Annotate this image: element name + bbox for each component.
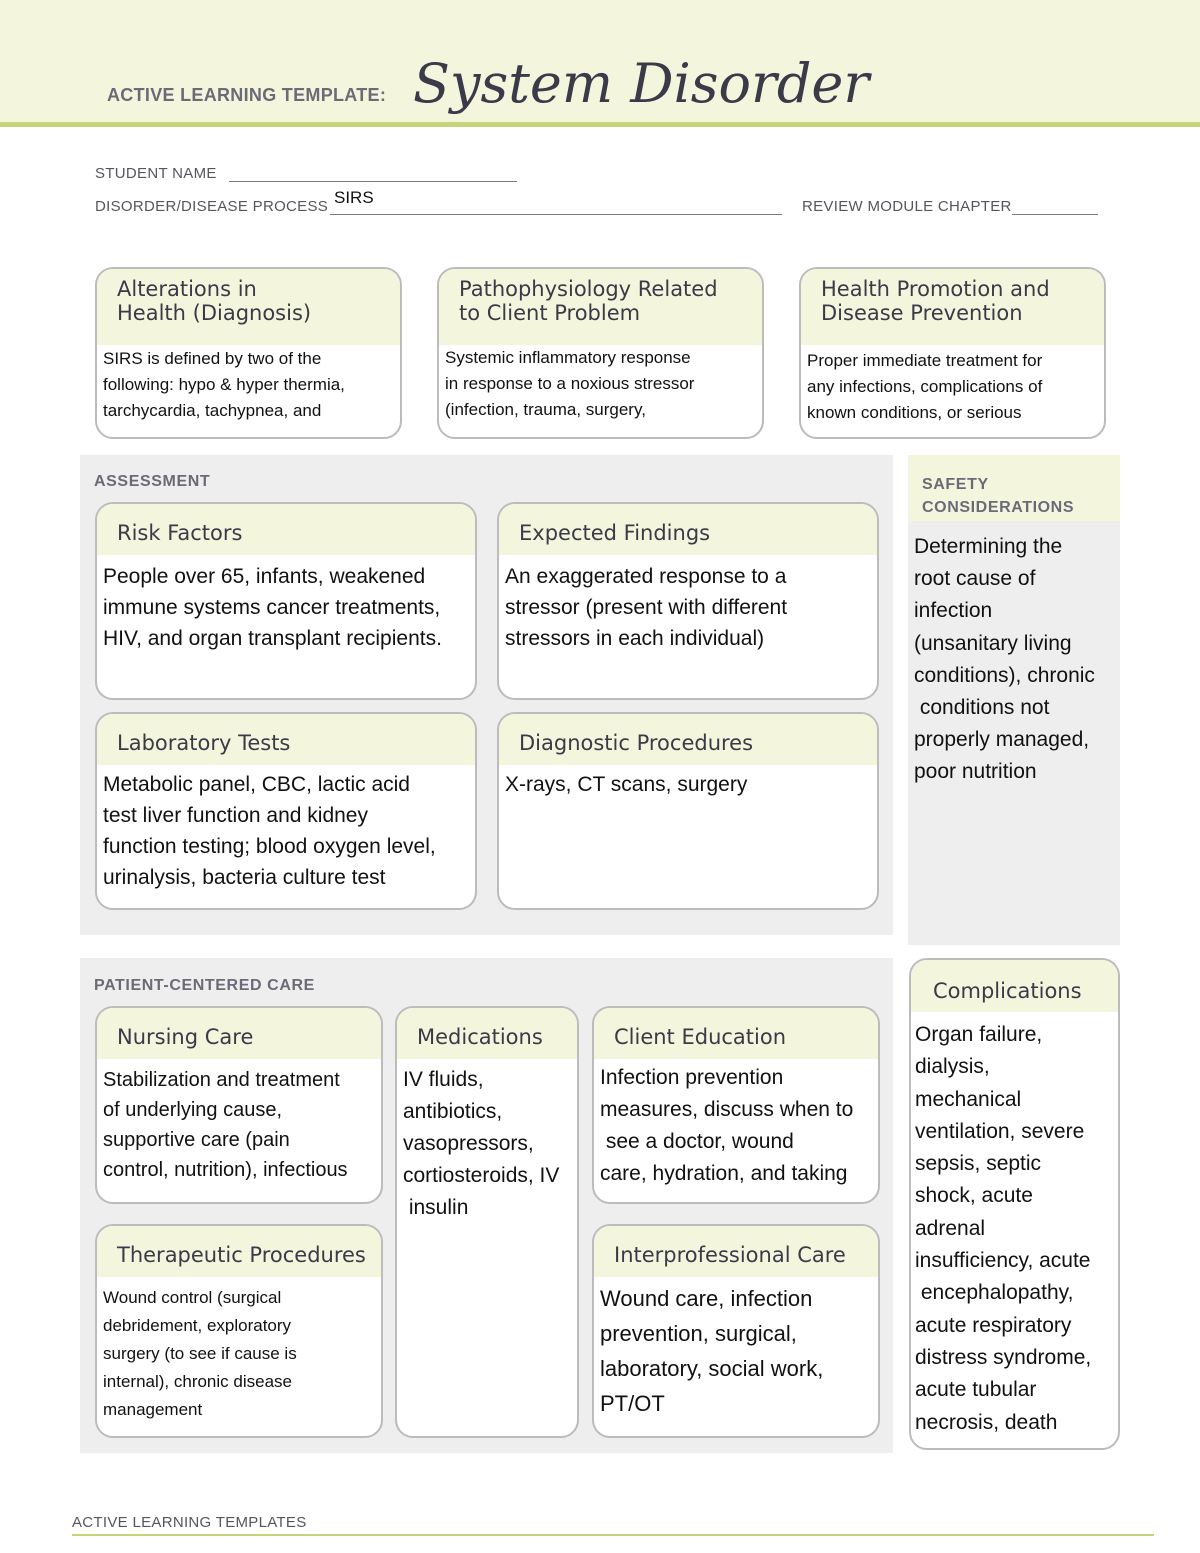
risk-factors-text[interactable] — [97, 555, 475, 654]
text-line: of underlying cause, — [103, 1099, 283, 1121]
text-line: An exaggerated response to a — [505, 565, 787, 588]
safety-label-line2: CONSIDERATIONS — [922, 499, 1075, 516]
safety-label — [922, 473, 1074, 519]
header-divider — [0, 122, 1200, 127]
safety-label-line1: SAFETY — [922, 476, 989, 493]
text-line: adrenal — [915, 1216, 986, 1240]
text-line: IV fluids, — [403, 1068, 484, 1091]
complications-box — [909, 958, 1120, 1450]
chapter-field[interactable] — [1012, 214, 1098, 215]
assessment-label: ASSESSMENT — [94, 473, 211, 490]
expected-findings-title: Expected Findings — [499, 504, 877, 555]
text-line: sepsis, septic — [915, 1152, 1042, 1176]
health-promotion-box — [799, 267, 1106, 439]
text-line: immune systems cancer treatments, — [103, 596, 441, 619]
text-line: HIV, and organ transplant recipients. — [103, 627, 442, 650]
text-line: Proper immediate treatment for — [807, 351, 1043, 370]
text-line: dialysis, — [915, 1055, 990, 1079]
text-line: (unsanitary living — [914, 631, 1072, 655]
text-line: acute respiratory — [915, 1313, 1072, 1337]
text-line: prevention, surgical, — [600, 1321, 797, 1346]
text-line: insufficiency, acute — [915, 1249, 1091, 1273]
diagnostic-procedures-box — [497, 712, 879, 910]
text-line: laboratory, social work, — [600, 1356, 824, 1381]
text-line: Determining the — [914, 535, 1063, 558]
pathophysiology-title-line1: Pathophysiology Related — [459, 277, 718, 301]
alterations-title-line2: Health (Diagnosis) — [117, 301, 312, 325]
chapter-label: REVIEW MODULE CHAPTER — [802, 198, 1012, 215]
text-line: internal), chronic disease — [103, 1372, 292, 1391]
risk-factors-box — [95, 502, 477, 700]
text-line: Systemic inflammatory response — [445, 348, 691, 367]
text-line: test liver function and kidney — [103, 804, 368, 827]
footer-divider — [72, 1534, 1154, 1536]
diagnostic-procedures-text[interactable] — [499, 765, 877, 800]
text-line: Infection prevention — [600, 1066, 784, 1089]
text-line: mechanical — [915, 1087, 1022, 1111]
interprofessional-care-title: Interprofessional Care — [594, 1226, 878, 1277]
text-line: tarchycardia, tachypnea, and — [103, 401, 322, 420]
text-line: SIRS is defined by two of the — [103, 349, 322, 368]
text-line: following: hypo & hyper thermia, — [103, 375, 345, 394]
text-line: Wound care, infection — [600, 1286, 813, 1311]
text-line: vasopressors, — [403, 1132, 534, 1155]
text-line: stressor (present with different — [505, 596, 788, 619]
text-line: supportive care (pain — [103, 1129, 290, 1151]
disorder-field[interactable] — [330, 214, 782, 215]
text-line: cortiosteroids, IV — [403, 1164, 560, 1187]
laboratory-tests-box — [95, 712, 477, 910]
text-line: People over 65, infants, weakened — [103, 565, 426, 588]
footer-label: ACTIVE LEARNING TEMPLATES — [72, 1514, 307, 1531]
client-education-title: Client Education — [594, 1008, 878, 1059]
template-label: ACTIVE LEARNING TEMPLATE: — [107, 85, 387, 105]
nursing-care-text[interactable] — [97, 1059, 381, 1185]
pathophysiology-header — [439, 269, 762, 345]
laboratory-tests-text[interactable] — [97, 765, 475, 893]
text-line: insulin — [403, 1196, 469, 1219]
text-line: stressors in each individual) — [505, 627, 765, 650]
expected-findings-text[interactable] — [499, 555, 877, 654]
alterations-box — [95, 267, 402, 439]
nursing-care-title: Nursing Care — [97, 1008, 381, 1059]
medications-text[interactable] — [397, 1059, 577, 1224]
text-line: Organ failure, — [915, 1023, 1043, 1046]
text-line: X-rays, CT scans, surgery — [505, 773, 748, 796]
text-line: control, nutrition), infectious — [103, 1159, 348, 1181]
disorder-label: DISORDER/DISEASE PROCESS — [95, 198, 329, 215]
text-line: known conditions, or serious — [807, 403, 1022, 422]
text-line: surgery (to see if cause is — [103, 1344, 297, 1363]
text-line: antibiotics, — [403, 1100, 503, 1123]
interprofessional-care-box — [592, 1224, 880, 1438]
student-name-field[interactable] — [229, 181, 517, 182]
text-line: PT/OT — [600, 1391, 665, 1416]
pathophysiology-box — [437, 267, 764, 439]
text-line: Stabilization and treatment — [103, 1069, 340, 1091]
text-line: measures, discuss when to — [600, 1098, 854, 1121]
alterations-title-line1: Alterations in — [117, 277, 257, 301]
text-line: function testing; blood oxygen level, — [103, 835, 436, 858]
text-line: necrosis, death — [915, 1410, 1058, 1434]
student-name-label: STUDENT NAME — [95, 165, 217, 182]
laboratory-tests-title: Laboratory Tests — [97, 714, 475, 765]
text-line: properly managed, — [914, 728, 1090, 752]
pathophysiology-text[interactable] — [439, 345, 762, 423]
text-line: in response to a noxious stressor — [445, 374, 695, 393]
diagnostic-procedures-title: Diagnostic Procedures — [499, 714, 877, 765]
text-line: (infection, trauma, surgery, — [445, 400, 646, 419]
complications-text[interactable] — [911, 1012, 1118, 1439]
text-line: poor nutrition — [914, 760, 1037, 784]
risk-factors-title: Risk Factors — [97, 504, 475, 555]
alterations-text[interactable] — [97, 345, 400, 424]
complications-title: Complications — [911, 960, 1118, 1012]
text-line: encephalopathy, — [915, 1281, 1074, 1305]
text-line: conditions not — [914, 696, 1050, 720]
therapeutic-procedures-box — [95, 1224, 383, 1438]
health-promotion-title-line2: Disease Prevention — [821, 301, 1023, 325]
safety-text[interactable] — [914, 531, 1120, 789]
text-line: debridement, exploratory — [103, 1316, 292, 1335]
therapeutic-procedures-text[interactable] — [97, 1277, 381, 1424]
therapeutic-procedures-title: Therapeutic Procedures — [97, 1226, 381, 1277]
text-line: acute tubular — [915, 1378, 1037, 1402]
medications-box — [395, 1006, 579, 1438]
text-line: distress syndrome, — [915, 1345, 1092, 1369]
disorder-value: SIRS — [334, 188, 374, 207]
nursing-care-box — [95, 1006, 383, 1204]
text-line: see a doctor, wound — [600, 1130, 794, 1153]
health-promotion-title-line1: Health Promotion and — [821, 277, 1050, 301]
health-promotion-text[interactable] — [801, 345, 1104, 426]
expected-findings-box — [497, 502, 879, 700]
text-line: ventilation, severe — [915, 1119, 1085, 1143]
text-line: management — [103, 1400, 203, 1419]
text-line: conditions), chronic — [914, 663, 1095, 687]
text-line: shock, acute — [915, 1184, 1033, 1208]
text-line: root cause of — [914, 567, 1036, 591]
text-line: Wound control (surgical — [103, 1288, 282, 1307]
health-promotion-header — [801, 269, 1104, 345]
medications-title: Medications — [397, 1008, 577, 1059]
interprofessional-care-text[interactable] — [594, 1277, 878, 1421]
alterations-header — [97, 269, 400, 345]
client-education-box — [592, 1006, 880, 1204]
text-line: Metabolic panel, CBC, lactic acid — [103, 773, 410, 796]
patient-care-label: PATIENT-CENTERED CARE — [94, 977, 315, 994]
client-education-text[interactable] — [594, 1059, 878, 1190]
text-line: urinalysis, bacteria culture test — [103, 866, 386, 889]
template-title: System Disorder — [413, 52, 870, 115]
text-line: care, hydration, and taking — [600, 1162, 848, 1185]
pathophysiology-title-line2: to Client Problem — [459, 301, 641, 325]
text-line: any infections, complications of — [807, 377, 1043, 396]
text-line: infection — [914, 599, 993, 623]
